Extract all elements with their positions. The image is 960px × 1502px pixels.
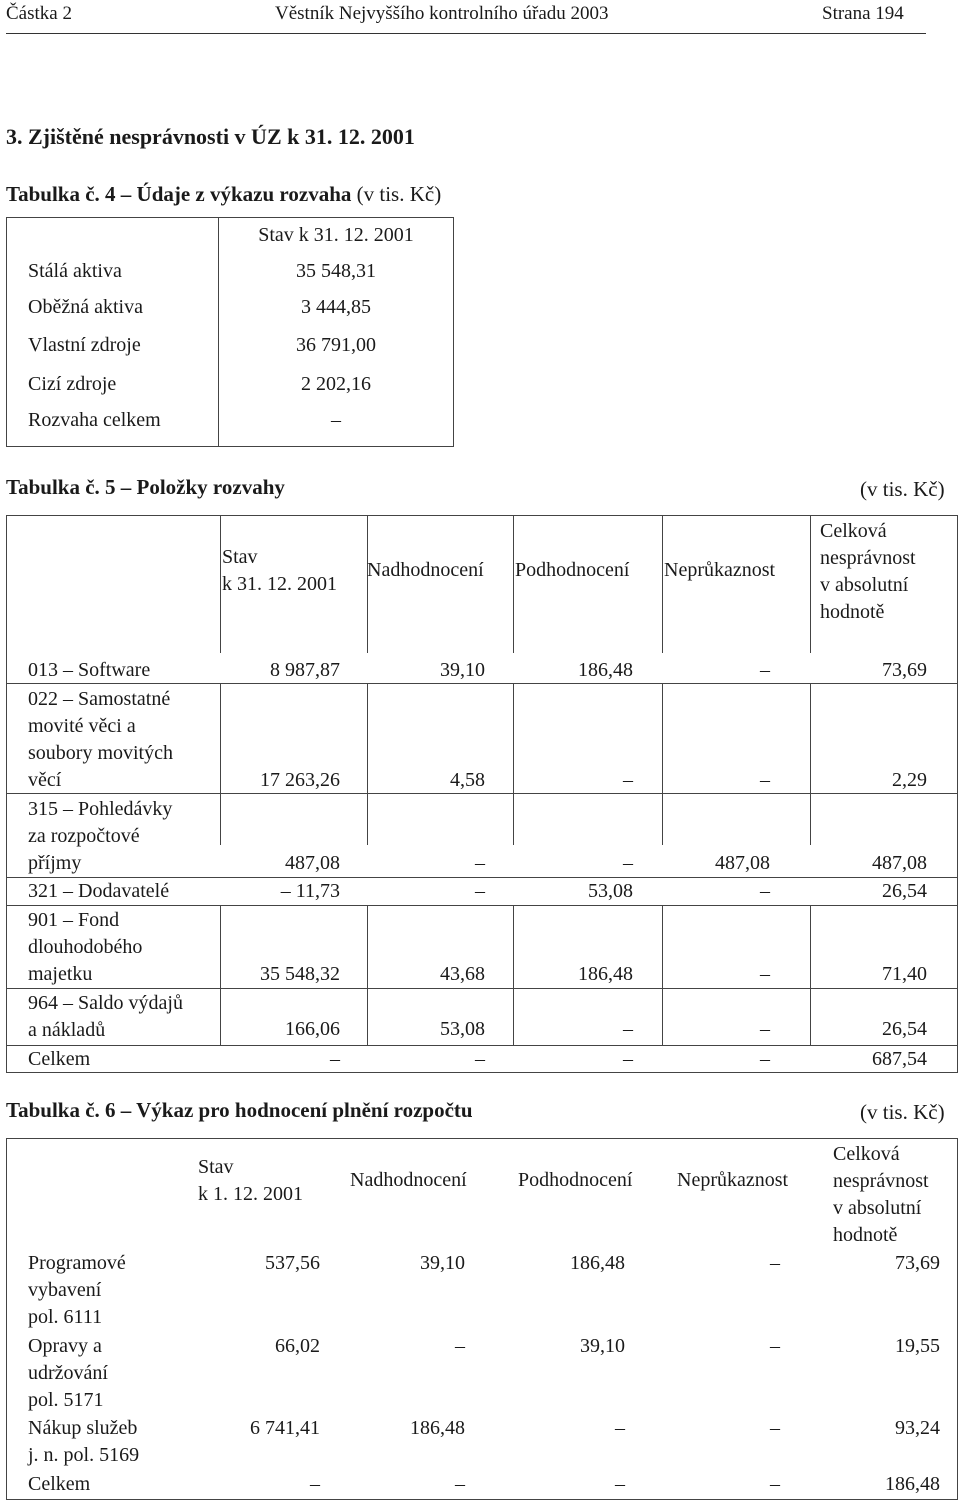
table-cell-podhodnoceni: 39,10 — [580, 1335, 625, 1357]
table-cell-celkova: 93,24 — [895, 1417, 940, 1439]
table-cell-neprukaznost: – — [760, 1018, 770, 1040]
table5-header-divider — [513, 515, 514, 653]
table6 — [6, 1138, 958, 1500]
table4-caption-unit: (v tis. Kč) — [356, 182, 442, 206]
table-cell-stav: – 11,73 — [280, 880, 340, 902]
table5-header-celkova — [820, 518, 916, 626]
header-issue: Částka 2 — [6, 3, 72, 24]
table6-unit: (v tis. Kč) — [860, 1100, 945, 1124]
table-cell-nadhodnoceni: – — [475, 852, 485, 874]
table4-caption — [6, 182, 441, 207]
table-row-label: Celkem — [28, 1048, 91, 1070]
table-row-label — [28, 796, 172, 877]
table6-header-stav-line2: k 1. 12. 2001 — [198, 1183, 303, 1205]
table-cell-neprukaznost: 487,08 — [715, 852, 770, 874]
table-cell-stav: 8 987,87 — [270, 659, 340, 681]
table-cell-stav: – — [330, 1048, 340, 1070]
table5-header-divider — [810, 515, 811, 653]
table-cell-nadhodnoceni: 53,08 — [440, 1018, 485, 1040]
table6-header-podhodnoceni: Podhodnocení — [518, 1169, 633, 1191]
table-row-label — [28, 907, 142, 988]
table-row-label — [28, 686, 173, 794]
table-cell-nadhodnoceni: – — [455, 1335, 465, 1357]
table6-header-celkova-line3: v absolutní — [833, 1197, 922, 1219]
table5-header-divider — [367, 515, 368, 653]
table5-header-nadhodnoceni: Nadhodnocení — [367, 559, 484, 581]
table-row-label-line: pol. 5171 — [28, 1389, 104, 1411]
table-row-label-line: Opravy a — [28, 1335, 102, 1357]
table-row-label-line: soubory movitých — [28, 742, 173, 764]
table-row-label: 321 – Dodavatelé — [28, 880, 170, 902]
table-cell-celkova: 71,40 — [882, 963, 927, 985]
table-cell-celkova: 687,54 — [872, 1048, 927, 1070]
table5-unit: (v tis. Kč) — [860, 477, 945, 501]
table-cell-podhodnoceni: – — [615, 1417, 625, 1439]
table-cell-stav: 537,56 — [265, 1252, 320, 1274]
header-rule — [6, 33, 926, 34]
table4-row-value: 3 444,85 — [301, 296, 371, 318]
table-row-label-line: za rozpočtové — [28, 825, 140, 847]
table-row-label-line: vybavení — [28, 1279, 102, 1301]
table6-header-stav — [198, 1154, 303, 1208]
table4-row-value: 35 548,31 — [296, 260, 376, 282]
table5-row-rule — [6, 988, 958, 989]
table-cell-celkova: 26,54 — [882, 880, 927, 902]
table-row-label-line: věcí — [28, 769, 62, 791]
table-row-label-line: movité věci a — [28, 715, 136, 737]
table5-body-divider — [367, 683, 368, 845]
table-cell-nadhodnoceni: 43,68 — [440, 963, 485, 985]
table4-row-label: Oběžná aktiva — [28, 296, 143, 318]
table4-caption-title: Tabulka č. 4 – Údaje z výkazu rozvaha — [6, 182, 352, 206]
table4-col-header: Stav k 31. 12. 2001 — [258, 224, 414, 246]
table5-header-divider — [220, 515, 221, 653]
table-row-label-line: příjmy — [28, 852, 82, 874]
table-cell-neprukaznost: – — [760, 659, 770, 681]
table-row-label-line: majetku — [28, 963, 93, 985]
table-cell-podhodnoceni: – — [615, 1473, 625, 1495]
table-cell-neprukaznost: – — [770, 1335, 780, 1357]
table-cell-nadhodnoceni: 39,10 — [420, 1252, 465, 1274]
table4-row-label: Stálá aktiva — [28, 260, 122, 282]
table-cell-nadhodnoceni: – — [455, 1473, 465, 1495]
table-row-label-line: Programové — [28, 1252, 126, 1274]
table-row-label-line: udržování — [28, 1362, 108, 1384]
table-cell-celkova: 26,54 — [882, 1018, 927, 1040]
table-cell-celkova: 2,29 — [892, 769, 927, 791]
section-title: 3. Zjištěné nesprávnosti v ÚZ k 31. 12. 2001 — [6, 124, 415, 149]
table-cell-nadhodnoceni: 186,48 — [410, 1417, 465, 1439]
table6-header-neprukaznost: Neprůkaznost — [677, 1169, 789, 1191]
table5-body-divider — [662, 683, 663, 845]
table-cell-nadhodnoceni: – — [475, 1048, 485, 1070]
table5-body-divider — [220, 683, 221, 845]
table4-row-value: – — [331, 409, 341, 431]
table-cell-neprukaznost: – — [760, 880, 770, 902]
table-cell-neprukaznost: – — [770, 1473, 780, 1495]
table5-header-stav-line1: Stav — [222, 546, 258, 568]
table-row-label-line: dlouhodobého — [28, 936, 143, 958]
table-cell-stav: 487,08 — [285, 852, 340, 874]
table-row-label-line: Nákup služeb — [28, 1417, 138, 1439]
table5-body-divider — [513, 683, 514, 845]
table-row-label-line: 964 – Saldo výdajů — [28, 992, 183, 1014]
table-cell-stav: 66,02 — [275, 1335, 320, 1357]
table4-row-label: Cizí zdroje — [28, 373, 117, 395]
table-cell-celkova: 186,48 — [885, 1473, 940, 1495]
table-cell-podhodnoceni: 53,08 — [588, 880, 633, 902]
table-cell-podhodnoceni: 186,48 — [570, 1252, 625, 1274]
table6-header-stav-line1: Stav — [198, 1156, 234, 1178]
table-cell-stav: – — [310, 1473, 320, 1495]
table-cell-celkova: 73,69 — [882, 659, 927, 681]
table5-header-celkova-line2: nesprávnost — [820, 547, 916, 569]
table-cell-neprukaznost: – — [760, 963, 770, 985]
table5-header-stav-line2: k 31. 12. 2001 — [222, 573, 337, 595]
table-row-label: 013 – Software — [28, 659, 151, 681]
table4-row-label: Rozvaha celkem — [28, 409, 161, 431]
table5-header-divider — [662, 515, 663, 653]
table5-row-rule — [6, 905, 958, 906]
table-row-label — [28, 1333, 108, 1414]
header-journal-title: Věstník Nejvyššího kontrolního úřadu 2003 — [275, 3, 609, 24]
table6-header-celkova-line4: hodnotě — [833, 1224, 898, 1246]
table-row-label-line: 901 – Fond — [28, 909, 120, 931]
table4-row-value: 36 791,00 — [296, 334, 376, 356]
table5-header-celkova-line3: v absolutní — [820, 574, 909, 596]
table6-header-nadhodnoceni: Nadhodnocení — [350, 1169, 467, 1191]
table-cell-stav: 166,06 — [285, 1018, 340, 1040]
table-row-label-line: j. n. pol. 5169 — [28, 1444, 140, 1466]
table-row-label — [28, 1250, 126, 1331]
table-cell-celkova: 487,08 — [872, 852, 927, 874]
table-cell-stav: 6 741,41 — [250, 1417, 320, 1439]
table-row-label-line: 315 – Pohledávky — [28, 798, 173, 820]
table5-caption: Tabulka č. 5 – Položky rozvahy — [6, 475, 285, 499]
table6-header-celkova-line2: nesprávnost — [833, 1170, 929, 1192]
table-row-label-line: 022 – Samostatné — [28, 688, 171, 710]
table-cell-neprukaznost: – — [770, 1252, 780, 1274]
table-row-label: Celkem — [28, 1473, 91, 1495]
table-cell-neprukaznost: – — [760, 769, 770, 791]
header-page-number: Strana 194 — [822, 3, 904, 24]
table4-row-value: 2 202,16 — [301, 373, 371, 395]
table-cell-neprukaznost: – — [760, 1048, 770, 1070]
table-cell-celkova: 73,69 — [895, 1252, 940, 1274]
table-cell-podhodnoceni: – — [623, 769, 633, 791]
table6-header-celkova — [833, 1141, 929, 1249]
table-cell-celkova: 19,55 — [895, 1335, 940, 1357]
table5-body-divider — [810, 683, 811, 845]
table-cell-podhodnoceni: 186,48 — [578, 659, 633, 681]
table6-caption: Tabulka č. 6 – Výkaz pro hodnocení plnění rozpočtu — [6, 1098, 473, 1122]
table-cell-nadhodnoceni: – — [475, 880, 485, 902]
table-row-label-line: pol. 6111 — [28, 1306, 103, 1328]
table-cell-podhodnoceni: – — [623, 1048, 633, 1070]
table-row-label-line: a nákladů — [28, 1019, 106, 1041]
table5-header-neprukaznost: Neprůkaznost — [664, 559, 776, 581]
table-cell-podhodnoceni: 186,48 — [578, 963, 633, 985]
table-cell-stav: 17 263,26 — [260, 769, 340, 791]
table-row-label — [28, 990, 183, 1044]
table-cell-neprukaznost: – — [770, 1417, 780, 1439]
table-cell-stav: 35 548,32 — [260, 963, 340, 985]
table-cell-nadhodnoceni: 39,10 — [440, 659, 485, 681]
table5-header-celkova-line1: Celková — [820, 520, 887, 542]
table6-header-celkova-line1: Celková — [833, 1143, 900, 1165]
table5-header-stav — [222, 544, 337, 598]
table-cell-nadhodnoceni: 4,58 — [450, 769, 485, 791]
table4-row-label: Vlastní zdroje — [28, 334, 141, 356]
table5-header-podhodnoceni: Podhodnocení — [515, 559, 630, 581]
table-cell-podhodnoceni: – — [623, 852, 633, 874]
table5-header-celkova-line4: hodnotě — [820, 601, 885, 623]
table-cell-podhodnoceni: – — [623, 1018, 633, 1040]
table-row-label — [28, 1415, 139, 1469]
